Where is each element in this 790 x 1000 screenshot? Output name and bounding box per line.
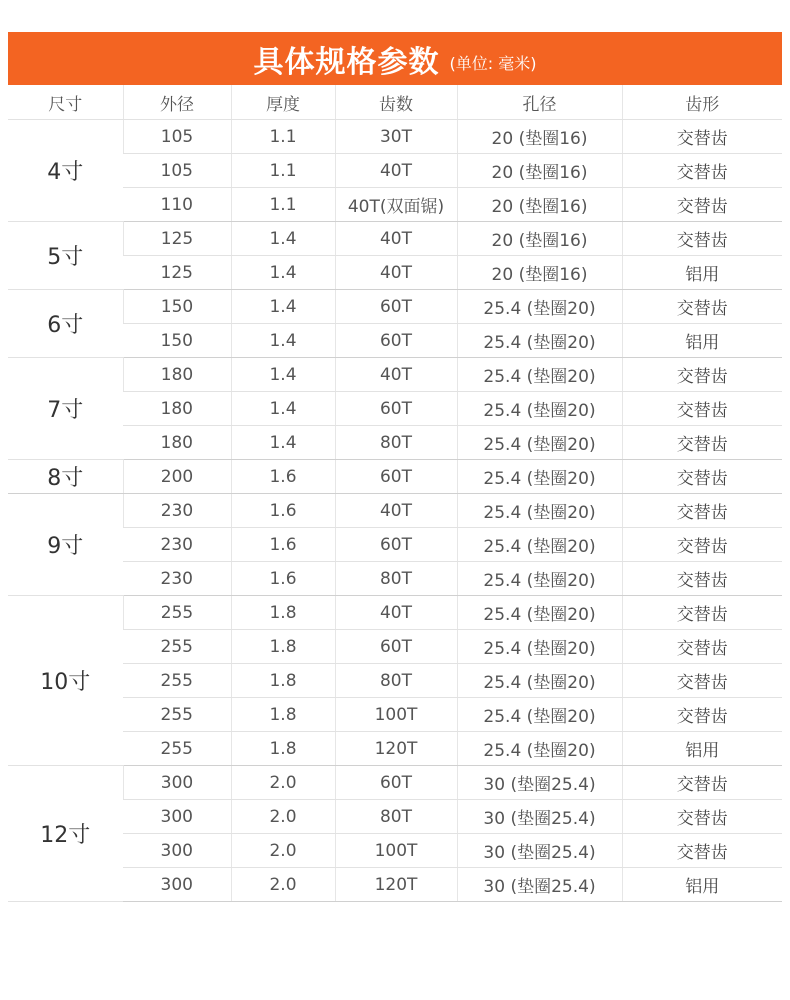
- table-header-row: [8, 85, 782, 120]
- bore-cell: 25.4 (垫圈20): [457, 630, 622, 664]
- thickness-cell: 1.1: [231, 188, 335, 222]
- thickness-cell: 1.4: [231, 324, 335, 358]
- table-row: [8, 800, 782, 834]
- header-size: 尺寸: [8, 85, 123, 120]
- teeth-cell: 40T: [335, 222, 457, 256]
- bore-cell: 25.4 (垫圈20): [457, 392, 622, 426]
- bore-cell: 20 (垫圈16): [457, 120, 622, 154]
- bore-cell: 25.4 (垫圈20): [457, 494, 622, 528]
- tooth-shape-cell: 交替齿: [622, 120, 782, 154]
- teeth-cell: 60T: [335, 324, 457, 358]
- thickness-cell: 2.0: [231, 868, 335, 902]
- bore-cell: 25.4 (垫圈20): [457, 562, 622, 596]
- bore-cell: 30 (垫圈25.4): [457, 766, 622, 800]
- outer-diameter-cell: 300: [123, 868, 231, 902]
- teeth-cell: 80T: [335, 426, 457, 460]
- bore-cell: 25.4 (垫圈20): [457, 698, 622, 732]
- tooth-shape-cell: 交替齿: [622, 494, 782, 528]
- table-row: [8, 766, 782, 800]
- thickness-cell: 1.1: [231, 154, 335, 188]
- table-row: [8, 392, 782, 426]
- table-row: [8, 154, 782, 188]
- bore-cell: 25.4 (垫圈20): [457, 460, 622, 494]
- bore-cell: 25.4 (垫圈20): [457, 732, 622, 766]
- header-bore: 孔径: [457, 85, 622, 120]
- table-row: [8, 290, 782, 324]
- table-row: [8, 528, 782, 562]
- teeth-cell: 30T: [335, 120, 457, 154]
- outer-diameter-cell: 255: [123, 630, 231, 664]
- table-row: [8, 494, 782, 528]
- bore-cell: 20 (垫圈16): [457, 256, 622, 290]
- teeth-cell: 40T(双面锯): [335, 188, 457, 222]
- bore-cell: 25.4 (垫圈20): [457, 426, 622, 460]
- table-row: [8, 562, 782, 596]
- teeth-cell: 60T: [335, 392, 457, 426]
- teeth-cell: 100T: [335, 834, 457, 868]
- table-row: [8, 256, 782, 290]
- teeth-cell: 60T: [335, 290, 457, 324]
- tooth-shape-cell: 交替齿: [622, 426, 782, 460]
- bore-cell: 25.4 (垫圈20): [457, 664, 622, 698]
- size-cell: 10寸: [8, 596, 123, 766]
- spec-table: [8, 85, 782, 902]
- tooth-shape-cell: 交替齿: [622, 528, 782, 562]
- thickness-cell: 1.8: [231, 630, 335, 664]
- bore-cell: 30 (垫圈25.4): [457, 834, 622, 868]
- bore-cell: 25.4 (垫圈20): [457, 290, 622, 324]
- size-cell: 4寸: [8, 120, 123, 222]
- bore-cell: 25.4 (垫圈20): [457, 596, 622, 630]
- header-teeth: 齿数: [335, 85, 457, 120]
- teeth-cell: 40T: [335, 154, 457, 188]
- size-cell: 9寸: [8, 494, 123, 596]
- header-tooth-shape: 齿形: [622, 85, 782, 120]
- outer-diameter-cell: 300: [123, 800, 231, 834]
- teeth-cell: 40T: [335, 358, 457, 392]
- outer-diameter-cell: 180: [123, 392, 231, 426]
- header-thickness: 厚度: [231, 85, 335, 120]
- table-row: [8, 358, 782, 392]
- table-row: [8, 630, 782, 664]
- thickness-cell: 2.0: [231, 834, 335, 868]
- outer-diameter-cell: 255: [123, 698, 231, 732]
- thickness-cell: 1.4: [231, 222, 335, 256]
- outer-diameter-cell: 200: [123, 460, 231, 494]
- outer-diameter-cell: 300: [123, 766, 231, 800]
- thickness-cell: 1.8: [231, 596, 335, 630]
- table-row: [8, 426, 782, 460]
- thickness-cell: 1.1: [231, 120, 335, 154]
- outer-diameter-cell: 230: [123, 494, 231, 528]
- outer-diameter-cell: 105: [123, 154, 231, 188]
- tooth-shape-cell: 铝用: [622, 256, 782, 290]
- table-row: [8, 596, 782, 630]
- bore-cell: 30 (垫圈25.4): [457, 868, 622, 902]
- table-row: [8, 120, 782, 154]
- thickness-cell: 1.4: [231, 290, 335, 324]
- tooth-shape-cell: 交替齿: [622, 630, 782, 664]
- thickness-cell: 1.6: [231, 460, 335, 494]
- teeth-cell: 80T: [335, 664, 457, 698]
- table-row: [8, 222, 782, 256]
- table-row: [8, 324, 782, 358]
- outer-diameter-cell: 180: [123, 426, 231, 460]
- tooth-shape-cell: 交替齿: [622, 834, 782, 868]
- teeth-cell: 80T: [335, 562, 457, 596]
- table-row: [8, 698, 782, 732]
- tooth-shape-cell: 交替齿: [622, 290, 782, 324]
- bore-cell: 25.4 (垫圈20): [457, 358, 622, 392]
- bore-cell: 25.4 (垫圈20): [457, 324, 622, 358]
- bore-cell: 20 (垫圈16): [457, 222, 622, 256]
- teeth-cell: 100T: [335, 698, 457, 732]
- teeth-cell: 120T: [335, 732, 457, 766]
- bore-cell: 25.4 (垫圈20): [457, 528, 622, 562]
- teeth-cell: 40T: [335, 596, 457, 630]
- table-row: [8, 664, 782, 698]
- bore-cell: 20 (垫圈16): [457, 154, 622, 188]
- header-outer-diameter: 外径: [123, 85, 231, 120]
- thickness-cell: 1.8: [231, 698, 335, 732]
- tooth-shape-cell: 交替齿: [622, 154, 782, 188]
- page-title: 具体规格参数: [253, 44, 440, 80]
- teeth-cell: 120T: [335, 868, 457, 902]
- outer-diameter-cell: 230: [123, 528, 231, 562]
- outer-diameter-cell: 255: [123, 732, 231, 766]
- tooth-shape-cell: 交替齿: [622, 460, 782, 494]
- table-row: [8, 460, 782, 494]
- table-row: [8, 834, 782, 868]
- outer-diameter-cell: 180: [123, 358, 231, 392]
- outer-diameter-cell: 125: [123, 222, 231, 256]
- thickness-cell: 1.4: [231, 358, 335, 392]
- teeth-cell: 60T: [335, 630, 457, 664]
- outer-diameter-cell: 300: [123, 834, 231, 868]
- teeth-cell: 60T: [335, 766, 457, 800]
- table-body: [8, 120, 782, 902]
- teeth-cell: 40T: [335, 256, 457, 290]
- outer-diameter-cell: 255: [123, 664, 231, 698]
- title-banner: [8, 32, 782, 85]
- size-cell: 7寸: [8, 358, 123, 460]
- thickness-cell: 1.4: [231, 392, 335, 426]
- teeth-cell: 40T: [335, 494, 457, 528]
- thickness-cell: 2.0: [231, 800, 335, 834]
- teeth-cell: 80T: [335, 800, 457, 834]
- table-row: [8, 868, 782, 902]
- bore-cell: 30 (垫圈25.4): [457, 800, 622, 834]
- size-cell: 8寸: [8, 460, 123, 494]
- thickness-cell: 1.8: [231, 664, 335, 698]
- thickness-cell: 1.8: [231, 732, 335, 766]
- thickness-cell: 1.6: [231, 494, 335, 528]
- outer-diameter-cell: 255: [123, 596, 231, 630]
- tooth-shape-cell: 铝用: [622, 324, 782, 358]
- thickness-cell: 1.6: [231, 528, 335, 562]
- tooth-shape-cell: 交替齿: [622, 664, 782, 698]
- size-cell: 6寸: [8, 290, 123, 358]
- outer-diameter-cell: 230: [123, 562, 231, 596]
- tooth-shape-cell: 交替齿: [622, 800, 782, 834]
- outer-diameter-cell: 150: [123, 290, 231, 324]
- thickness-cell: 1.4: [231, 256, 335, 290]
- teeth-cell: 60T: [335, 460, 457, 494]
- tooth-shape-cell: 交替齿: [622, 188, 782, 222]
- thickness-cell: 2.0: [231, 766, 335, 800]
- size-cell: 5寸: [8, 222, 123, 290]
- table-row: [8, 188, 782, 222]
- tooth-shape-cell: 交替齿: [622, 222, 782, 256]
- bore-cell: 20 (垫圈16): [457, 188, 622, 222]
- tooth-shape-cell: 交替齿: [622, 358, 782, 392]
- tooth-shape-cell: 交替齿: [622, 766, 782, 800]
- tooth-shape-cell: 交替齿: [622, 392, 782, 426]
- tooth-shape-cell: 交替齿: [622, 698, 782, 732]
- outer-diameter-cell: 125: [123, 256, 231, 290]
- thickness-cell: 1.6: [231, 562, 335, 596]
- tooth-shape-cell: 铝用: [622, 868, 782, 902]
- table-row: [8, 732, 782, 766]
- tooth-shape-cell: 交替齿: [622, 562, 782, 596]
- thickness-cell: 1.4: [231, 426, 335, 460]
- outer-diameter-cell: 105: [123, 120, 231, 154]
- size-cell: 12寸: [8, 766, 123, 902]
- teeth-cell: 60T: [335, 528, 457, 562]
- outer-diameter-cell: 110: [123, 188, 231, 222]
- unit-note: (单位: 毫米): [449, 54, 537, 73]
- tooth-shape-cell: 铝用: [622, 732, 782, 766]
- outer-diameter-cell: 150: [123, 324, 231, 358]
- tooth-shape-cell: 交替齿: [622, 596, 782, 630]
